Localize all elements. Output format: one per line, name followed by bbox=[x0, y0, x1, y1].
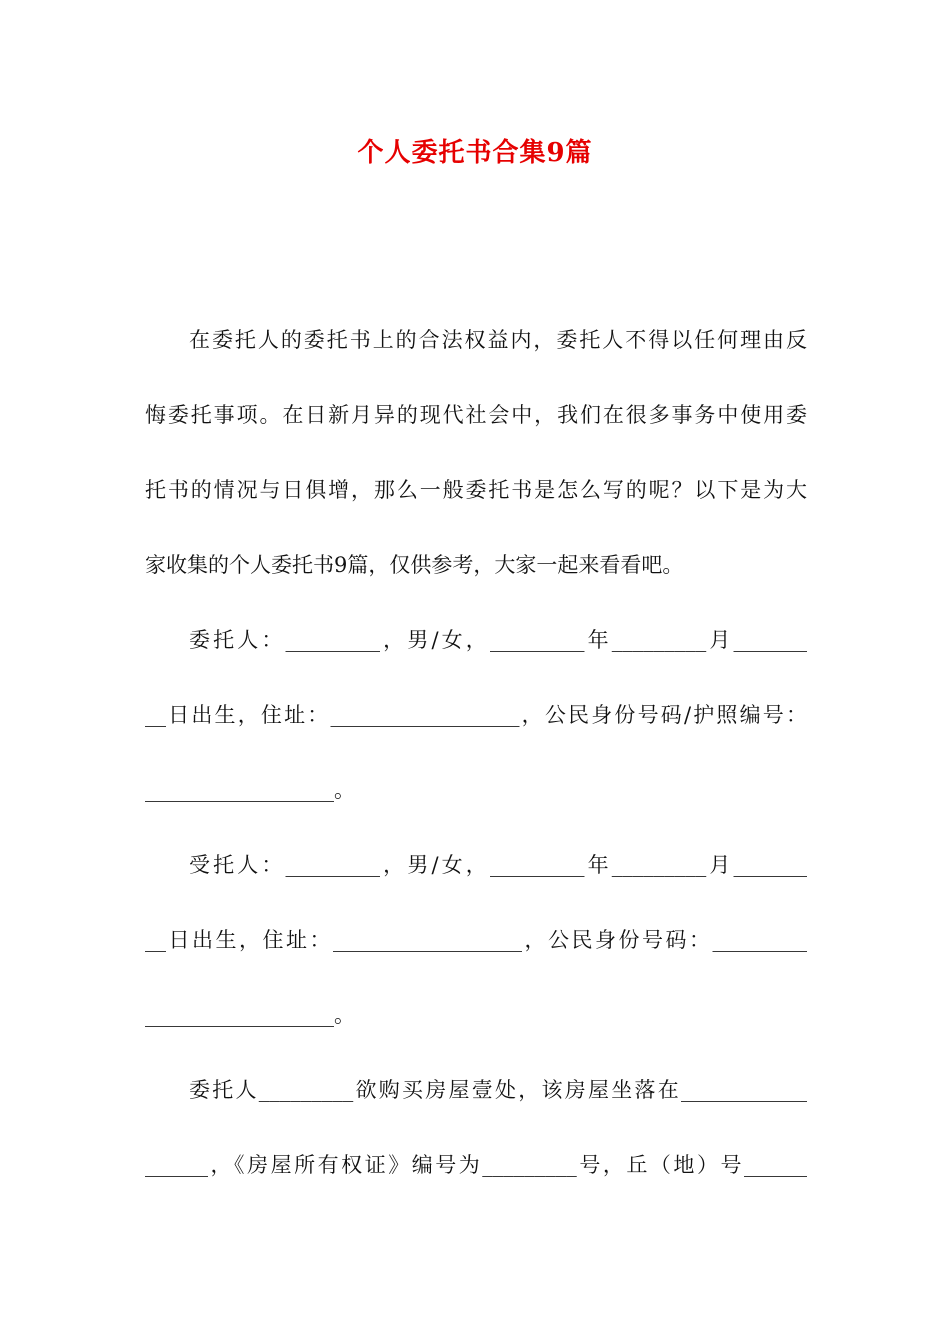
intro-line-3: 托书的情况与日俱增，那么一般委托书是怎么写的呢？以下是为大 bbox=[145, 478, 807, 502]
house-line-2: ______，《房屋所有权证》编号为_________号，丘（地）号______ bbox=[145, 1153, 807, 1177]
agent-line-1: 受托人：_________，男/女，_________年_________月_______ bbox=[189, 853, 807, 877]
intro-line-1: 在委托人的委托书上的合法权益内，委托人不得以任何理由反 bbox=[189, 328, 807, 352]
intro-line-4: 家收集的个人委托书9篇，仅供参考，大家一起来看看吧。 bbox=[145, 553, 684, 577]
principal-line-3: __________________。 bbox=[145, 778, 355, 802]
principal-line-2: __日出生，住址：__________________，公民身份号码/护照编号： bbox=[145, 703, 807, 727]
document-title: 个人委托书合集9篇 bbox=[357, 138, 593, 168]
intro-line-2: 悔委托事项。在日新月异的现代社会中，我们在很多事务中使用委 bbox=[145, 403, 807, 427]
house-line-1: 委托人_________欲购买房屋壹处，该房屋坐落在____________ bbox=[189, 1078, 807, 1102]
principal-line-1: 委托人：_________，男/女，_________年_________月_______ bbox=[189, 628, 807, 652]
agent-line-2: __日出生，住址：__________________，公民身份号码：_________ bbox=[145, 928, 807, 952]
agent-line-3: __________________。 bbox=[145, 1003, 355, 1027]
